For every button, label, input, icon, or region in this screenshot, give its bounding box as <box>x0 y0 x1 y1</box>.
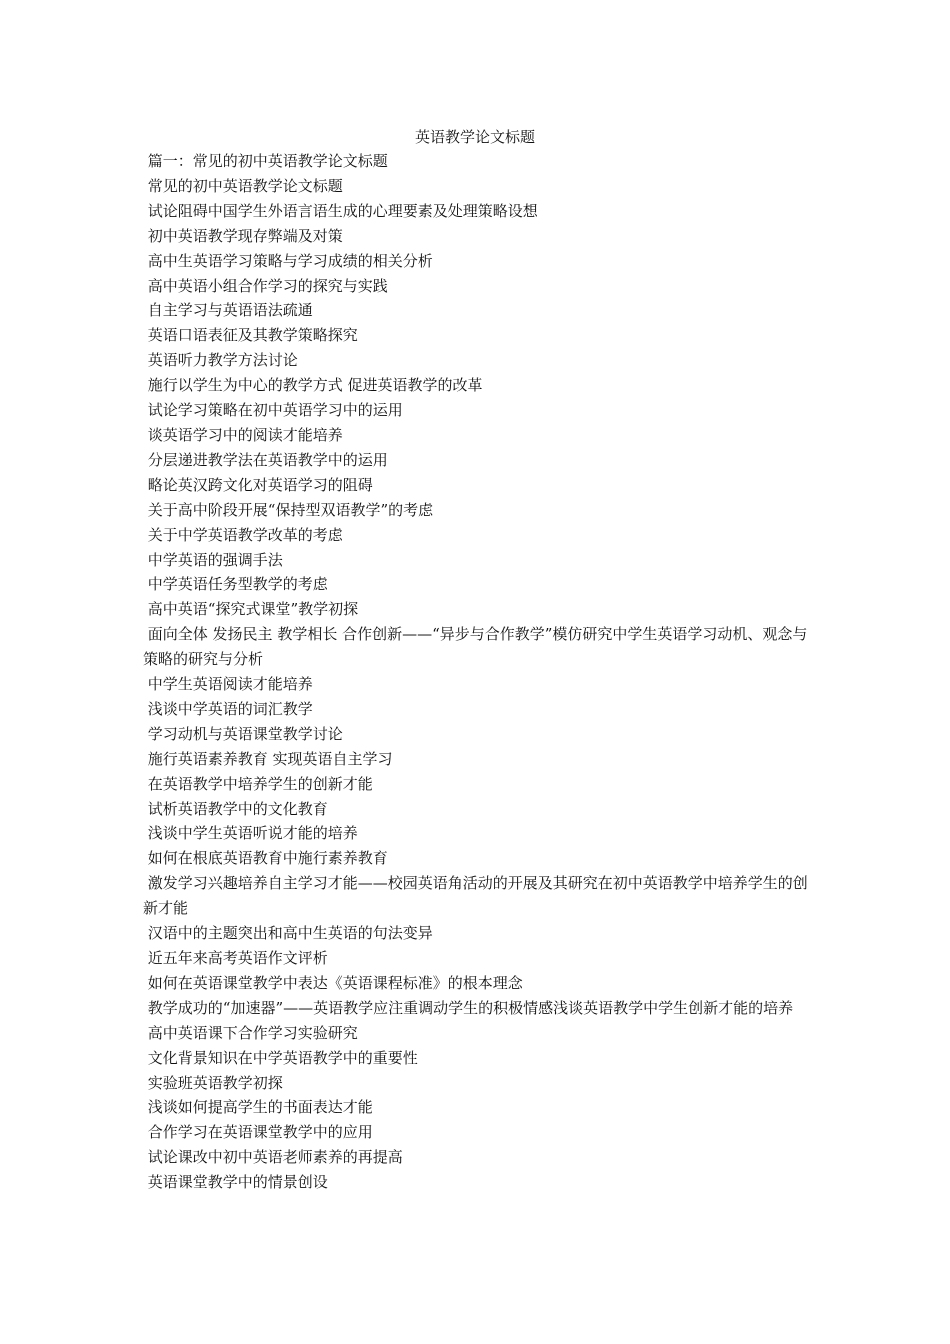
list-item: 关于中学英语教学改革的考虑 <box>143 525 343 544</box>
list-item: 激发学习兴趣培养自主学习才能——校园英语角活动的开展及其研究在初中英语教学中培养学生的创新才能 <box>143 874 808 918</box>
list-item: 高中生英语学习策略与学习成绩的相关分析 <box>143 251 433 270</box>
list-item: 合作学习在英语课堂教学中的应用 <box>143 1123 373 1142</box>
list-item: 施行以学生为中心的教学方式 促进英语教学的改革 <box>143 376 483 395</box>
list-item: 浅谈中学生英语听说才能的培养 <box>143 824 358 843</box>
list-item: 学习动机与英语课堂教学讨论 <box>143 724 343 743</box>
list-item: 中学英语的强调手法 <box>143 550 283 569</box>
list-item: 文化背景知识在中学英语教学中的重要性 <box>143 1048 418 1067</box>
list-item: 汉语中的主题突出和高中生英语的句法变异 <box>143 924 433 943</box>
list-item: 教学成功的“加速器”——英语教学应注重调动学生的积极情感浅谈英语教学中学生创新才能的培养 <box>143 998 794 1017</box>
title-list <box>143 149 808 1195</box>
list-item: 实验班英语教学初探 <box>143 1073 283 1092</box>
list-item: 英语课堂教学中的情景创设 <box>143 1173 328 1192</box>
list-item: 英语口语表征及其教学策略探究 <box>143 326 358 345</box>
list-item: 浅谈如何提高学生的书面表达才能 <box>143 1098 373 1117</box>
list-item: 试论阻碍中国学生外语言语生成的心理要素及处理策略设想 <box>143 201 538 220</box>
list-item: 试析英语教学中的文化教育 <box>143 799 328 818</box>
list-item: 试论课改中初中英语老师素养的再提高 <box>143 1148 403 1167</box>
list-item: 谈英语学习中的阅读才能培养 <box>143 425 343 444</box>
list-item: 中学英语任务型教学的考虑 <box>143 575 328 594</box>
list-item: 常见的初中英语教学论文标题 <box>143 176 343 195</box>
list-item: 初中英语教学现存弊端及对策 <box>143 226 343 245</box>
list-item: 英语听力教学方法讨论 <box>143 351 298 370</box>
list-item: 关于高中阶段开展“保持型双语教学”的考虑 <box>143 500 434 519</box>
list-item: 高中英语课下合作学习实验研究 <box>143 1023 358 1042</box>
list-item: 面向全体 发扬民主 教学相长 合作创新——“异步与合作教学”模仿研究中学生英语学习动机、观念与策略的研究与分析 <box>143 625 808 669</box>
list-item: 如何在英语课堂教学中表达《英语课程标准》的根本理念 <box>143 973 523 992</box>
list-item: 高中英语“探究式课堂”教学初探 <box>143 600 359 619</box>
list-item: 略论英汉跨文化对英语学习的阻碍 <box>143 475 373 494</box>
list-item: 高中英语小组合作学习的探究与实践 <box>143 276 388 295</box>
list-item: 自主学习与英语语法疏通 <box>143 301 313 320</box>
list-item: 如何在根底英语教育中施行素养教育 <box>143 849 388 868</box>
document-title: 英语教学论文标题 <box>414 128 535 146</box>
list-item: 中学生英语阅读才能培养 <box>143 675 313 694</box>
list-item: 浅谈中学英语的词汇教学 <box>143 699 313 718</box>
list-item: 分层递进教学法在英语教学中的运用 <box>143 450 388 469</box>
list-item: 施行英语素养教育 实现英语自主学习 <box>143 749 393 768</box>
list-item: 近五年来高考英语作文评析 <box>143 949 328 967</box>
list-item: 篇一：常见的初中英语教学论文标题 <box>143 152 388 170</box>
list-item: 在英语教学中培养学生的创新才能 <box>143 774 373 793</box>
list-item: 试论学习策略在初中英语学习中的运用 <box>143 401 403 420</box>
